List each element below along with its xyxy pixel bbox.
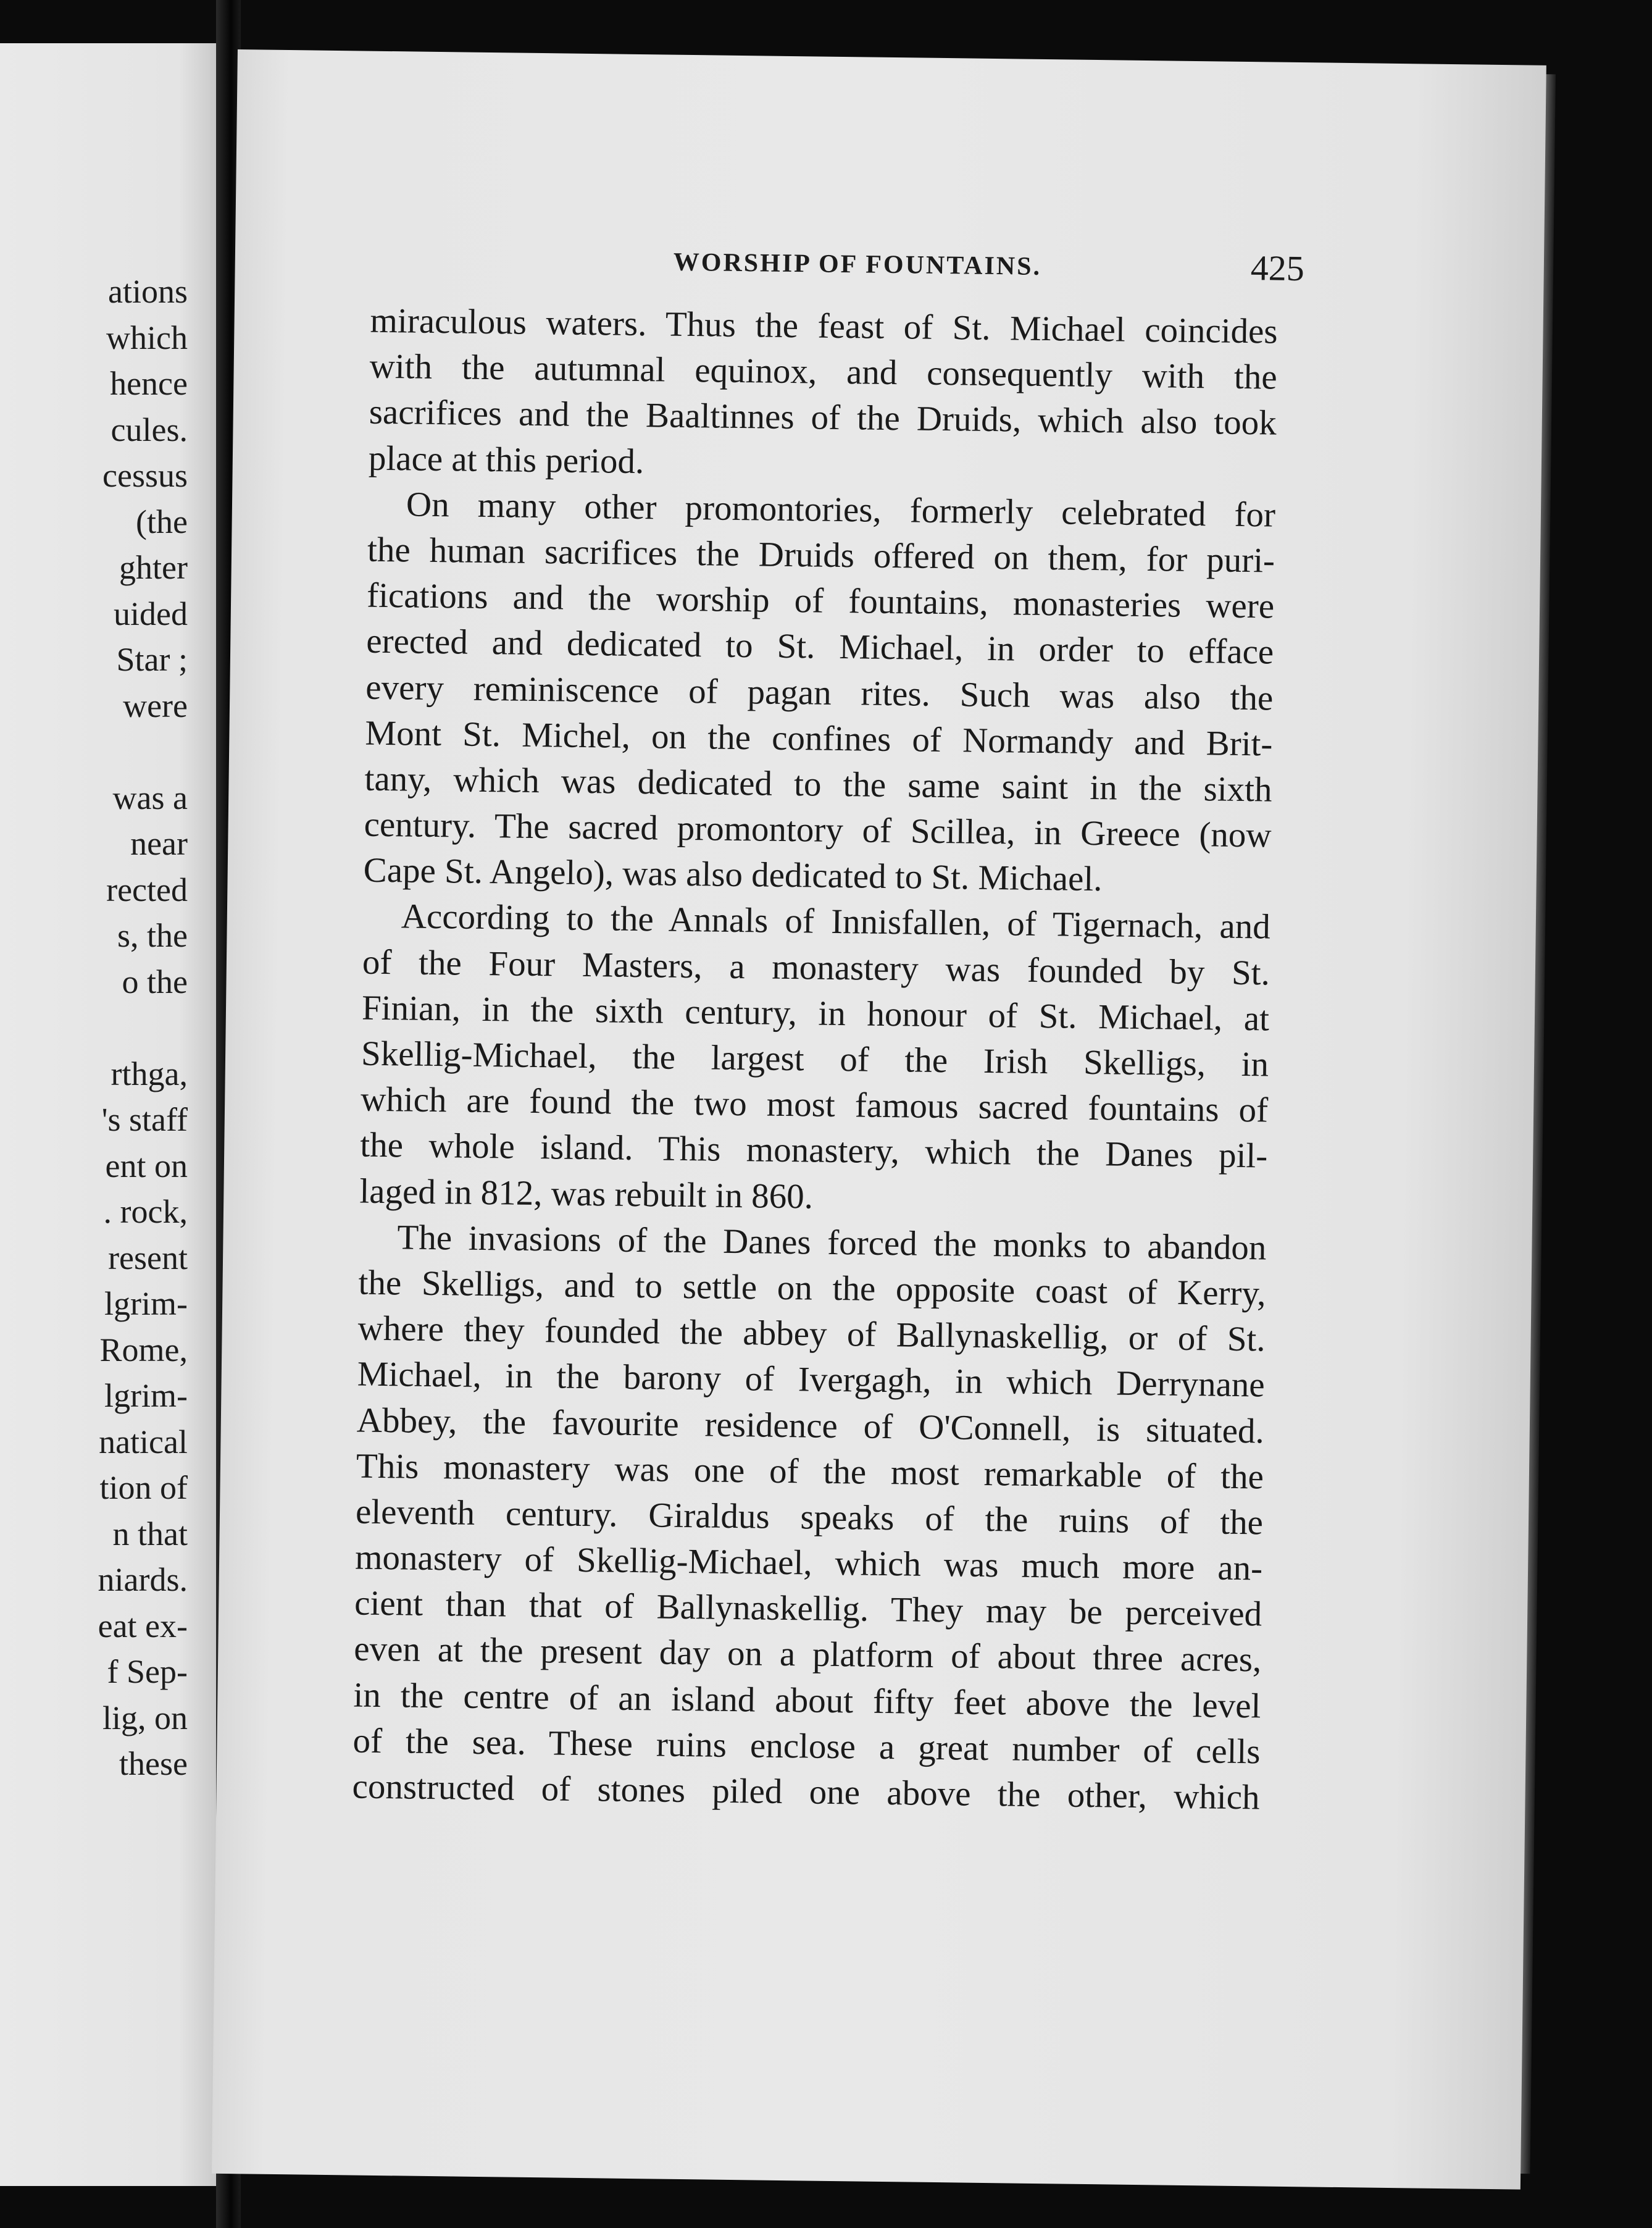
left-page-line: uided bbox=[114, 595, 188, 632]
left-page-line: ations bbox=[108, 273, 188, 310]
left-page-line: lgrim- bbox=[104, 1285, 188, 1322]
text-line: sacrifices and the Baaltinnes of the Druids, which also took bbox=[369, 393, 1277, 443]
text-line: of the sea. These ruins enclose a great number of cells bbox=[353, 1721, 1261, 1772]
page-header bbox=[235, 235, 1544, 294]
left-page-line: near bbox=[130, 825, 188, 862]
left-page-line: these bbox=[119, 1745, 188, 1782]
text-line: Skellig-Michael, the largest of the Irish Skelligs, in bbox=[361, 1034, 1269, 1084]
left-page-line: . rock, bbox=[103, 1193, 188, 1230]
left-page-line: ent on bbox=[105, 1147, 188, 1184]
left-page-line: which bbox=[106, 319, 188, 356]
paragraph bbox=[352, 1214, 1267, 1820]
left-page-line: lig, on bbox=[102, 1699, 188, 1736]
text-line: place at this period. bbox=[368, 438, 645, 481]
text-line: On many other promontories, formerly celebrated for bbox=[406, 485, 1276, 535]
paragraph bbox=[359, 894, 1270, 1225]
text-line: the whole island. This monastery, which the Danes pil- bbox=[359, 1125, 1268, 1176]
left-page-line: rthga, bbox=[111, 1055, 188, 1092]
left-page-line: (the bbox=[136, 503, 188, 540]
running-title: WORSHIP OF FOUNTAINS. bbox=[673, 248, 1042, 281]
text-line: even at the present day on a platform of about three acres, bbox=[353, 1629, 1262, 1680]
text-line: fications and the worship of fountains, monasteries were bbox=[366, 576, 1275, 626]
text-line: century. The sacred promontory of Scillea, in Greece (now bbox=[364, 805, 1272, 855]
left-page-line: rected bbox=[106, 871, 188, 908]
text-line: Abbey, the favourite residence of O'Connell, is situated. bbox=[356, 1401, 1265, 1451]
left-page-line: resent bbox=[108, 1239, 188, 1276]
left-page-line: cules. bbox=[111, 411, 188, 448]
page-number: 425 bbox=[1250, 248, 1305, 289]
left-page-line: niards. bbox=[98, 1561, 188, 1598]
left-page-line: was a bbox=[112, 779, 188, 816]
left-page-line: n that bbox=[112, 1515, 188, 1552]
text-line: Finian, in the sixth century, in honour of St. Michael, at bbox=[361, 988, 1270, 1039]
text-line: According to the Annals of Innisfallen, of Tigernach, and bbox=[401, 897, 1271, 947]
text-line: Michael, in the barony of Ivergagh, in which Derrynane bbox=[357, 1354, 1266, 1405]
left-page-line: eat ex- bbox=[98, 1607, 188, 1644]
text-line: monastery of Skellig-Michael, which was much more an- bbox=[354, 1538, 1263, 1588]
text-line: miraculous waters. Thus the feast of St. Michael coincides bbox=[370, 301, 1278, 351]
text-line: laged in 812, was rebuilt in 860. bbox=[359, 1171, 814, 1217]
paragraph bbox=[368, 298, 1278, 493]
text-line: cient than that of Ballynaskellig. They may be perceived bbox=[354, 1583, 1262, 1634]
left-page-line: 's staff bbox=[101, 1101, 188, 1138]
left-page-line: s, the bbox=[117, 917, 188, 954]
text-line: of the Four Masters, a monastery was founded by St. bbox=[362, 942, 1270, 993]
text-line: This monastery was one of the most remarkable of the bbox=[356, 1446, 1264, 1497]
text-line: which are found the two most famous sacred fountains of bbox=[360, 1079, 1269, 1130]
left-page-line: ghter bbox=[119, 549, 188, 586]
body-text bbox=[352, 298, 1278, 1821]
text-line: every reminiscence of pagan rites. Such was also the bbox=[365, 668, 1274, 718]
text-line: Cape St. Angelo), was also dedicated to St. Michael. bbox=[363, 850, 1103, 899]
left-page-line: natical bbox=[99, 1423, 188, 1460]
left-page-line: Star ; bbox=[116, 641, 188, 678]
text-line: in the centre of an island about fifty feet above the level bbox=[353, 1675, 1261, 1726]
text-line: the Skelligs, and to settle on the opposite coast of Kerry, bbox=[358, 1263, 1266, 1313]
paragraph bbox=[363, 481, 1275, 905]
text-line: tany, which was dedicated to the same saint in the sixth bbox=[364, 759, 1272, 810]
text-line: where they founded the abbey of Ballynaskellig, or of St. bbox=[357, 1309, 1266, 1359]
text-line: constructed of stones piled one above the other, which bbox=[352, 1767, 1260, 1817]
left-page-line: tion of bbox=[99, 1469, 188, 1506]
text-line: with the autumnal equinox, and consequently with the bbox=[369, 346, 1278, 397]
left-page-line: lgrim- bbox=[104, 1377, 188, 1414]
left-page-line: o the bbox=[122, 963, 188, 1000]
text-line: eleventh century. Giraldus speaks of the ruins of the bbox=[355, 1492, 1264, 1543]
left-page-line: were bbox=[123, 687, 188, 724]
left-page-fragment bbox=[0, 43, 223, 2186]
left-page-line: cessus bbox=[102, 457, 188, 494]
text-line: the human sacrifices the Druids offered on them, for puri- bbox=[367, 530, 1275, 580]
text-line: Mont St. Michel, on the confines of Normandy and Brit- bbox=[365, 713, 1273, 764]
text-line: erected and dedicated to St. Michael, in order to efface bbox=[365, 621, 1274, 672]
left-page-line: f Sep- bbox=[107, 1653, 188, 1690]
right-page bbox=[212, 49, 1546, 2190]
left-page-line: hence bbox=[110, 365, 188, 402]
text-line: The invasions of the Danes forced the monks to abandon bbox=[397, 1218, 1267, 1268]
left-page-line: Rome, bbox=[99, 1331, 188, 1368]
